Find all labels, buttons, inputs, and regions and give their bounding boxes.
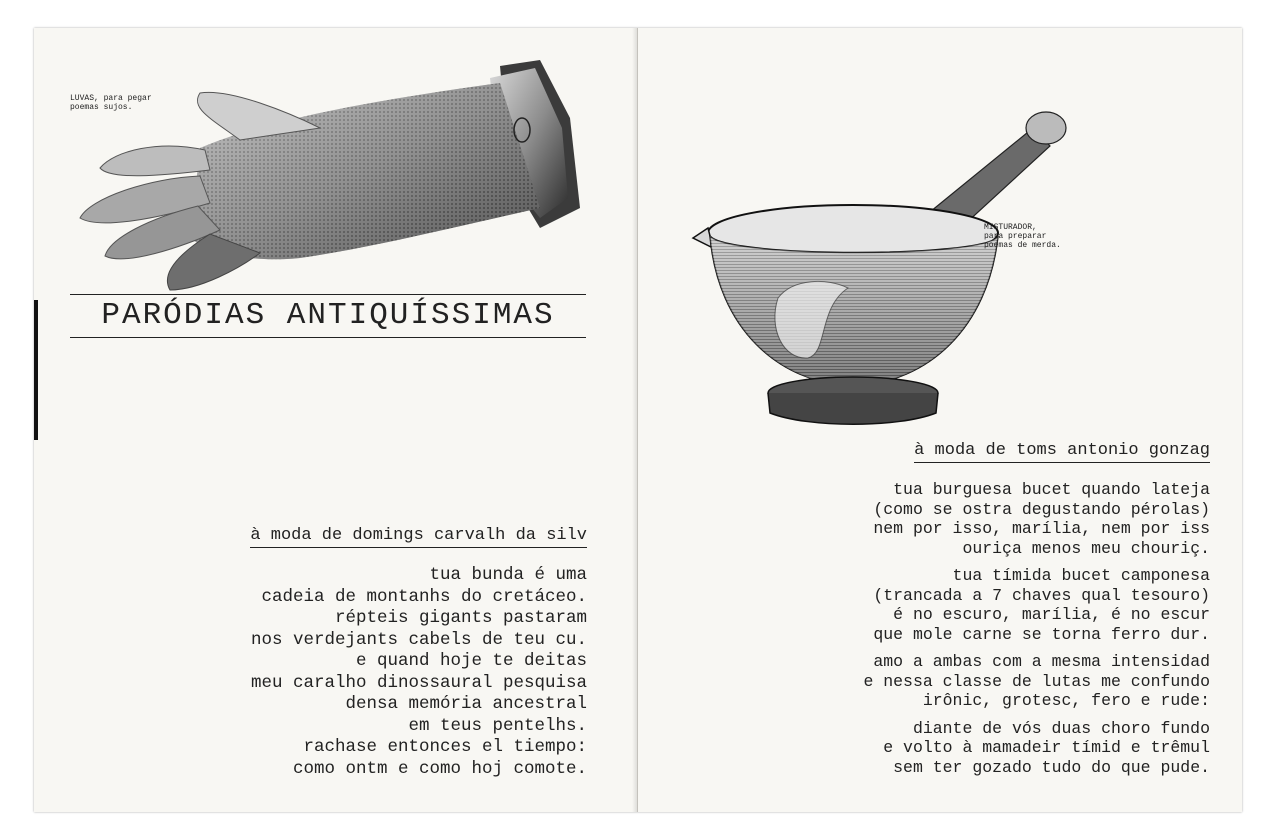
poem-line: tua tímida bucet camponesa (952, 566, 1210, 585)
poem-line: cadeia de montanhs do cretáceo. (261, 586, 587, 607)
poem-line: sem ter gozado tudo do que pude. (893, 757, 1210, 777)
right-poem (863, 480, 1210, 785)
poem-line: (como se ostra degustando pérolas) (873, 499, 1210, 519)
poem-line: é no escuro, marília, é no escur (893, 605, 1210, 624)
poem-line: amo a ambas com a mesma intensidad (873, 652, 1210, 671)
poem-line: répteis gigants pastaram (334, 608, 587, 628)
poem-line: tua bunda é uma (429, 565, 587, 585)
poem-stanza (863, 719, 1210, 778)
mortar-and-pestle-illustration (688, 98, 1068, 428)
section-heading (70, 294, 586, 338)
poem-stanza (863, 566, 1210, 644)
gloves-caption (70, 94, 152, 112)
poem-line: como ontm e como hoj comote. (292, 758, 587, 779)
poem-line: diante de vós duas choro fundo (912, 718, 1210, 738)
poem-line: nos verdejants cabels de teu cu. (250, 629, 587, 650)
gloves-caption-line-2: poemas sujos. (70, 103, 133, 112)
left-poem (251, 565, 587, 780)
mortar-caption-line-2: para preparar (984, 232, 1047, 241)
mortar-caption-line-1: MISTURADOR, (984, 223, 1037, 232)
poem-line: irônic, grotesc, fero e rude: (922, 691, 1210, 710)
poem-line: meu caralho dinossaural pesquisa (250, 672, 587, 693)
poem-line: em teus pentelhs. (408, 715, 587, 736)
poem-line: que mole carne se torna ferro dur. (873, 624, 1210, 644)
poem-line: e quand hoje te deitas (355, 651, 587, 671)
poem-line: e nessa classe de lutas me confundo (863, 671, 1210, 691)
mortar-caption-line-3: poemas de merda. (984, 241, 1061, 250)
book-spread (34, 28, 1242, 812)
gloves-caption-line-1: LUVAS, para pegar (70, 94, 152, 103)
poem-line: (trancada a 7 chaves qual tesouro) (873, 585, 1210, 605)
page-title: PARÓDIAS ANTIQUÍSSIMAS (101, 298, 555, 333)
left-poem-subtitle: à moda de domings carvalh da silv (250, 526, 587, 548)
right-poem-subtitle: à moda de toms antonio gonzag (914, 441, 1210, 463)
poem-line: nem por isso, marília, nem por iss (873, 519, 1210, 538)
left-page (34, 28, 638, 812)
poem-line: e volto à mamadeir tímid e trêmul (883, 738, 1210, 757)
poem-line: rachase entonces el tiempo: (303, 737, 587, 757)
poem-stanza (863, 652, 1210, 711)
page-edge-mark (34, 300, 38, 440)
poem-line: tua burguesa bucet quando lateja (893, 480, 1210, 499)
right-page (638, 28, 1242, 812)
poem-line: ouriça menos meu chouriç. (962, 538, 1210, 558)
poem-line: densa memória ancestral (345, 694, 587, 714)
mortar-caption (984, 223, 1061, 250)
poem-stanza (863, 480, 1210, 558)
